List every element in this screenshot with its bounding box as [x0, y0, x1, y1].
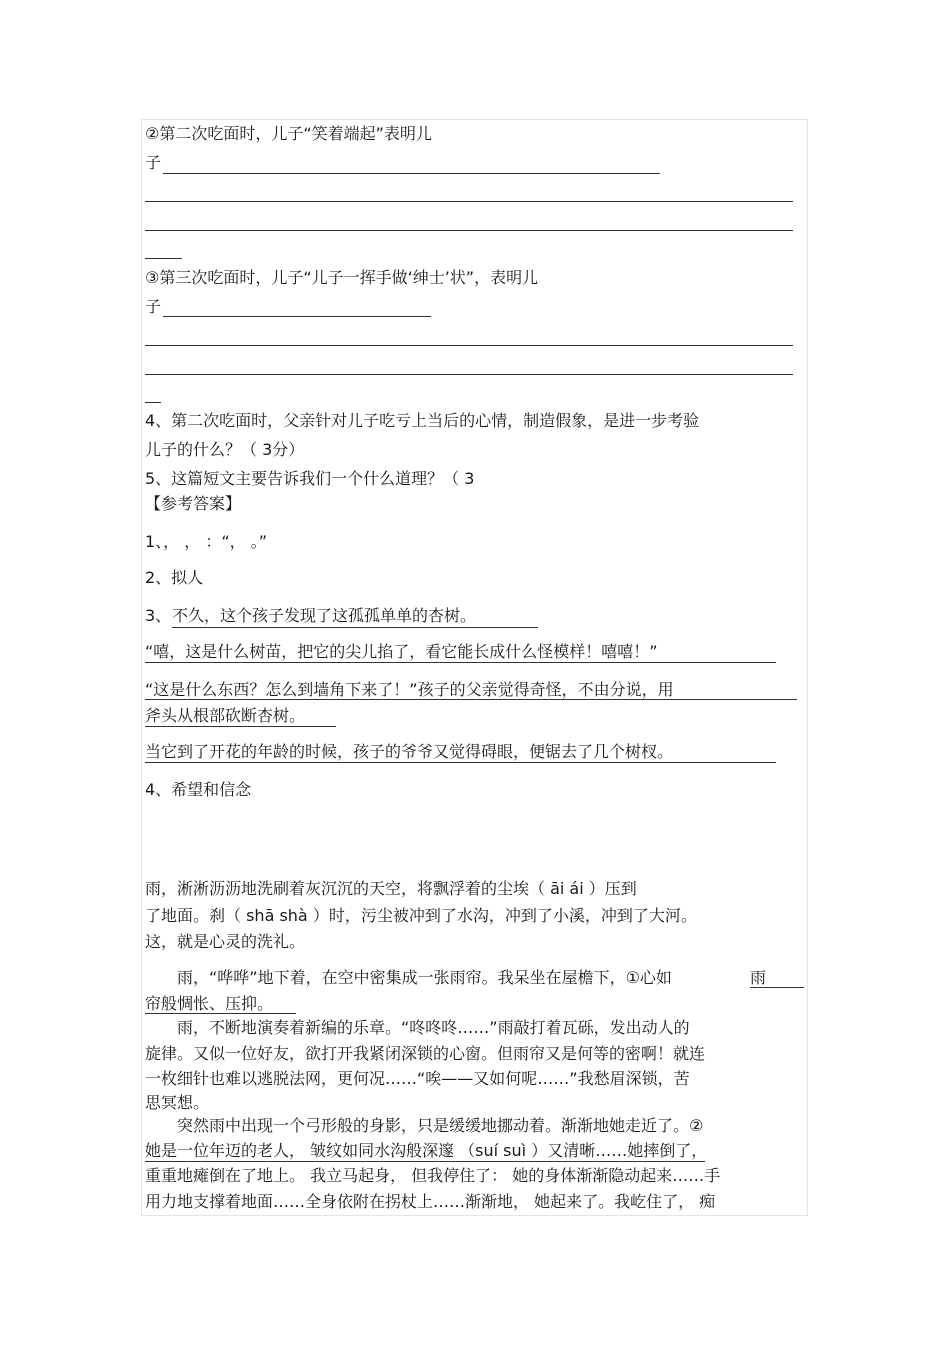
- passage-p1-line3: 这，就是心灵的洗礼。: [145, 932, 306, 951]
- passage-p3-line4: 思冥想。: [145, 1093, 210, 1112]
- question-5: 5、这篇短文主要告诉我们一个什么道理？（ 3: [145, 469, 475, 488]
- question-3-2-cont: 子: [145, 153, 162, 172]
- underline: [145, 1013, 296, 1014]
- passage-p4-line2: 她是一位年迈的老人， 皱纹如同水沟般深邃 （suí suì ）又清晰……她摔倒了，: [145, 1141, 708, 1160]
- answer-3-line5: 当它到了开花的年龄的时候，孩子的爷爷又觉得碍眼，便锯去了几个树杈。: [145, 742, 674, 761]
- underline: [145, 662, 776, 663]
- passage-p2-line1: 雨，“哗哗”地下着，在空中密集成一张雨帘。我呆坐在屋檐下，①心如: [177, 968, 672, 987]
- answer-line: [163, 173, 660, 174]
- answer-line: [145, 201, 793, 202]
- question-3-3-cont: 子: [145, 297, 162, 316]
- question-3-2: ②第二次吃面时，儿子“笑着端起”表明儿: [145, 124, 432, 143]
- answer-2: 2、拟人: [145, 568, 204, 587]
- passage-p3-line3: 一枚细针也难以逃脱法网，更何况……“唉——又如何呢……”我愁眉深锁，苦: [145, 1069, 690, 1088]
- answer-4: 4、希望和信念: [145, 780, 252, 799]
- answer-1: 1、， ， ：“， 。”: [145, 532, 268, 551]
- answer-line: [145, 345, 793, 346]
- answer-line: [145, 230, 793, 231]
- passage-p1-line1: 雨，淅淅沥沥地洗刷着灰沉沉的天空，将飘浮着的尘埃（ āi ái ）压到: [145, 879, 637, 898]
- passage-p4-line4: 用力地支撑着地面……全身依附在拐杖上……渐渐地， 她起来了。我屹住了， 痴: [145, 1192, 716, 1211]
- passage-p3-line1: 雨，不断地演奏着新编的乐章。“咚咚咚……”雨敲打着瓦砾，发出动人的: [177, 1018, 690, 1037]
- answer-line: [163, 316, 431, 317]
- answers-heading: 【参考答案】: [145, 494, 242, 513]
- passage-p2-line2: 帘般惆怅、压抑。: [145, 994, 274, 1013]
- answer-3-prefix: 3、: [145, 606, 172, 625]
- answer-3-line2: “嘻，这是什么树苗，把它的尖儿掐了，看它能长成什么怪模样！嘻嘻！”: [145, 642, 658, 661]
- answer-3-line4: 斧头从根部砍断杏树。: [145, 706, 306, 725]
- question-4-line2: 儿子的什么？（ 3分）: [145, 440, 305, 459]
- passage-p3-line2: 旋律。又似一位好友，欲打开我紧闭深锁的心窗。但雨帘又是何等的密啊！就连: [145, 1044, 706, 1063]
- passage-p4-line3: 重重地瘫倒在了地上。 我立马起身， 但我停住了： 她的身体渐渐隐动起来……手: [145, 1166, 721, 1185]
- underline: [750, 987, 804, 988]
- question-3-3: ③第三次吃面时，儿子“儿子一挥手做‘绅士’状”，表明儿: [145, 268, 539, 287]
- passage-p1-line2: 了地面。刹（ shā shà ）时，污尘被冲到了水沟，冲到了小溪，冲到了大河。: [145, 906, 697, 925]
- underline: [145, 726, 336, 727]
- passage-p2-line1-underlined: 雨: [750, 968, 767, 987]
- answer-line: [145, 258, 182, 259]
- answer-line: [145, 374, 793, 375]
- underline: [172, 627, 538, 628]
- underline: [145, 1161, 705, 1162]
- underline: [145, 699, 797, 700]
- question-4-line1: 4、第二次吃面时，父亲针对儿子吃亏上当后的心情，制造假象，是进一步考验: [145, 411, 700, 430]
- passage-p4-line1: 突然雨中出现一个弓形般的身影，只是缓缓地挪动着。渐渐地她走近了。②: [177, 1116, 704, 1135]
- answer-3-line3: “这是什么东西？怎么到墙角下来了！”孩子的父亲觉得奇怪，不由分说，用: [145, 680, 674, 699]
- underline: [145, 762, 776, 763]
- answer-line: [145, 402, 161, 403]
- answer-3-line1: 不久，这个孩子发现了这孤孤单单的杏树。: [172, 606, 477, 625]
